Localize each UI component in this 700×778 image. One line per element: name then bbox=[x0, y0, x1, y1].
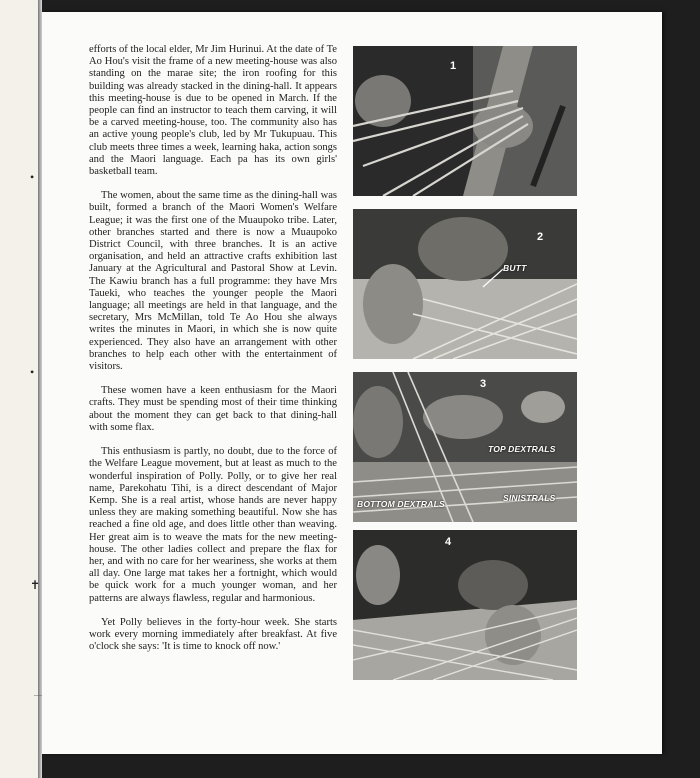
photo-number: 2 bbox=[537, 231, 544, 243]
paragraph: The women, about the same time as the dining-hall was built, formed a branch of the Maori Women's Welfare League; it was the first one of the Muaupoko tribe. Later, other branches started and there is now a Muaupoko District Council, with three branches. It is an active organisation, and held an attractive crafts exhibition last January at the Agricultural and Pastoral Show at Levin. The Kawiu branch has a full programme: they have Mrs Taueki, who teaches the younger people the Maori language; all meetings are held in that language, and the secretary, Mrs McMillan, told Te Ao Hou she always writes the minutes in Maori, in which she is now quite experienced. They also have an arrangement with other branches to help each other with the entertainment of visitors. bbox=[89, 190, 337, 373]
weaving-photo-2 bbox=[353, 209, 577, 359]
photo-number: 1 bbox=[450, 60, 457, 72]
weaving-photo-4 bbox=[353, 530, 577, 680]
document-page bbox=[34, 12, 662, 754]
margin-mark: ✝ bbox=[30, 578, 41, 592]
margin-mark: — bbox=[34, 690, 42, 699]
article-text-column bbox=[89, 44, 337, 665]
photo-label: BUTT bbox=[503, 263, 527, 273]
paragraph: This enthusiasm is partly, no doubt, due to the force of the Welfare League movement, but at least as much to the wonderful inspiration of Polly. Polly, or to give her real name, Parekohatu Tihi, is a direct descendant of Major Kemp. She is a real artist, whose hands are never happy unless they are making something beautiful. Now she has reached a fine old age, and does little other than weaving. Her great aim is to weave the mats for the new meeting-house. The other ladies collect and prepare the flax for her, and with no care for her weariness, she works at them all day. One large mat takes her a fortnight, which would be quick work for a much younger woman, and her patterns are always flawless, regular and harmonious. bbox=[89, 446, 337, 604]
previous-page-edge bbox=[0, 0, 40, 778]
paragraph: Yet Polly believes in the forty-hour week. She starts work every morning immediately after breakfast. At five o'clock she says: 'It is time to knock off now.' bbox=[89, 616, 337, 653]
weaving-photo-1 bbox=[353, 46, 577, 196]
margin-mark: • bbox=[30, 365, 35, 379]
weaving-photo-3 bbox=[353, 372, 577, 522]
paragraph: efforts of the local elder, Mr Jim Hurinui. At the date of Te Ao Hou's visit the frame of a new meeting-house was also standing on the marae site; the iron roofing for this building was already stacked in the dining-hall. It appears this meeting-house is due to be opened in March. If the people can find an instructor to teach them carving, it will be a carved meeting-house, too. The community also has an active young people's club, led by Mr Tukupuau. This club meets three times a week, learning haka, action songs and the Maori language. Each pa has its own girls' basketball team. bbox=[89, 44, 337, 178]
photo-label: SINISTRALS bbox=[503, 493, 556, 503]
paragraph: These women have a keen enthusiasm for the Maori crafts. They must be spending most of their time thinking about the moment they can get back to that dining-hall with some flax. bbox=[89, 385, 337, 433]
margin-mark: • bbox=[30, 170, 35, 184]
photo-number: 4 bbox=[445, 536, 452, 548]
photo-label: BOTTOM DEXTRALS bbox=[357, 499, 445, 509]
photo-label: TOP DEXTRALS bbox=[488, 444, 556, 454]
photo-number: 3 bbox=[480, 378, 487, 390]
